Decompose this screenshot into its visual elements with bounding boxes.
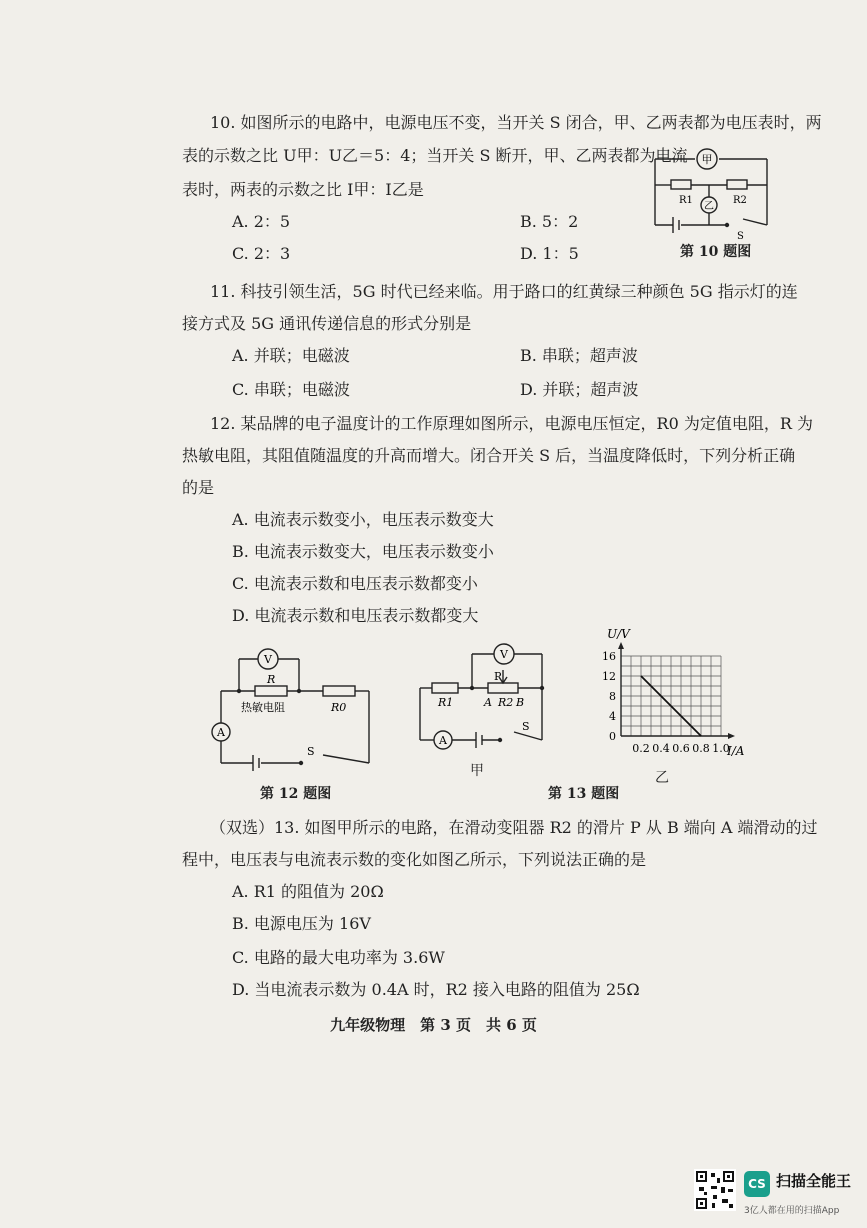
q13-option-a: A. R1 的阻值为 20Ω [232, 882, 384, 901]
q11-option-a: A. 并联；电磁波 [232, 346, 350, 365]
q10-option-d: D. 1：5 [520, 244, 579, 263]
q13-switch-label: S [522, 720, 530, 733]
q12-line2: 热敏电阻，其阻值随温度的升高而增大。闭合开关 S 后，当温度降低时，下列分析正确 [182, 446, 796, 465]
scanner-badge [694, 1165, 864, 1225]
q12-figure-caption: 第 12 题图 [260, 786, 332, 802]
q11-line2: 接方式及 5G 通讯传递信息的形式分别是 [182, 314, 472, 333]
q13-option-b: B. 电源电压为 16V [232, 914, 371, 933]
y-tick-label: 12 [602, 670, 616, 683]
y-tick-label: 0 [609, 730, 616, 743]
q12-line3: 的是 [182, 478, 215, 497]
q13-ammeter-label: A [439, 734, 447, 747]
q12-thermistor-label: 热敏电阻 [241, 701, 285, 714]
q13-r1-label: R1 [438, 696, 454, 709]
q12-option-a: A. 电流表示数变小，电压表示数变大 [232, 510, 494, 529]
y-tick-label: 8 [609, 690, 616, 703]
x-axis-arrow [728, 733, 735, 739]
x-tick-label: 0.2 [632, 742, 650, 755]
x-tick-label: 0.4 [652, 742, 670, 755]
q13-circuit-jia-figure [410, 640, 550, 762]
scanner-app-slogan: 3亿人都在用的扫描App [744, 1206, 840, 1216]
q12-option-d: D. 电流表示数和电压表示数都变大 [232, 606, 479, 625]
q13-p-label: P [494, 670, 502, 683]
q10-circuit-figure [645, 145, 780, 243]
q13-figure-caption: 第 13 题图 [548, 786, 620, 802]
q12-r-label: R [267, 673, 276, 686]
q10-line3: 表时，两表的示数之比 I甲：I乙是 [182, 180, 424, 199]
scanner-app-name: 扫描全能王 [776, 1172, 852, 1190]
q11-line1: 11. 科技引领生活，5G 时代已经来临。用于路口的红黄绿三种颜色 5G 指示灯的连 [210, 282, 798, 301]
q10-option-a: A. 2：5 [232, 212, 291, 231]
q11-option-c: C. 串联；电磁波 [232, 380, 350, 399]
q13-r2-label: R2 [498, 696, 514, 709]
q10-r1-label: R1 [679, 195, 693, 206]
q12-option-b: B. 电流表示数变大，电压表示数变小 [232, 542, 494, 561]
q13-line2: 程中，电压表与电流表示数的变化如图乙所示，下列说法正确的是 [182, 850, 647, 869]
q13-ui-graph [585, 628, 765, 780]
q10-line1: 10. 如图所示的电路中，电源电压不变，当开关 S 闭合，甲、乙两表都为电压表时，两 [210, 113, 822, 132]
y-tick-label: 4 [609, 710, 616, 723]
q13-voltmeter-label: V [500, 648, 508, 661]
q12-circuit-figure [205, 643, 380, 775]
page-footer: 九年级物理 第 3 页 共 6 页 [330, 1016, 537, 1034]
q13-b-label: B [516, 696, 525, 709]
chart-x-axis-label: I/A [727, 744, 745, 758]
x-tick-label: 1.0 [712, 742, 730, 755]
q11-option-d: D. 并联；超声波 [520, 380, 639, 399]
q12-voltmeter-label: V [264, 653, 272, 666]
chart-axes [618, 642, 735, 739]
q10-meter-yi-label: 乙 [704, 201, 714, 212]
q10-meter-jia-label: 甲 [701, 153, 713, 166]
y-tick-label: 16 [602, 650, 616, 663]
q13-line1: （双选）13. 如图甲所示的电路，在滑动变阻器 R2 的滑片 P 从 B 端向 A 端滑动的过 [210, 818, 818, 837]
q12-option-c: C. 电流表示数和电压表示数都变小 [232, 574, 478, 593]
q10-figure-caption: 第 10 题图 [680, 244, 752, 260]
q11-option-b: B. 串联；超声波 [520, 346, 638, 365]
q13-yi-label: 乙 [655, 770, 669, 786]
q10-switch-label: S [737, 231, 744, 242]
chart-grid [621, 656, 721, 736]
q12-r0-label: R0 [331, 701, 347, 714]
q10-option-c: C. 2：3 [232, 244, 291, 263]
q10-option-b: B. 5：2 [520, 212, 579, 231]
q12-line1: 12. 某品牌的电子温度计的工作原理如图所示，电源电压恒定，R0 为定值电阻，R 为 [210, 414, 813, 433]
qr-code-icon [694, 1169, 736, 1211]
x-tick-label: 0.6 [672, 742, 690, 755]
y-axis-arrow [618, 642, 624, 649]
q12-ammeter-label: A [217, 726, 225, 739]
camscanner-logo-icon: CS [744, 1171, 770, 1197]
q13-option-d: D. 当电流表示数为 0.4A 时，R2 接入电路的阻值为 25Ω [232, 980, 640, 999]
q12-switch-label: S [307, 745, 315, 758]
q13-option-c: C. 电路的最大电功率为 3.6W [232, 948, 445, 967]
q10-line2: 表的示数之比 U甲：U乙＝5：4；当开关 S 断开，甲、乙两表都为电流 [182, 146, 688, 165]
chart-y-axis-label: U/V [607, 628, 630, 641]
q13-jia-label: 甲 [470, 763, 484, 779]
q13-a-label: A [484, 696, 492, 709]
q10-r2-label: R2 [733, 195, 747, 206]
x-tick-label: 0.8 [692, 742, 710, 755]
